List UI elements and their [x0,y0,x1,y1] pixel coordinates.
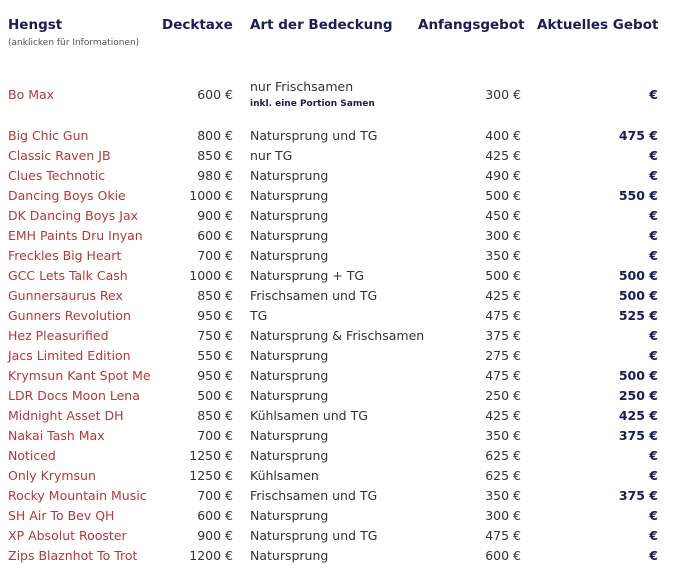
fee-cell: 980 € [197,168,233,183]
header-current-bid: Aktuelles Gebot [537,17,659,33]
breeding-type-cell: Natursprung [250,248,329,263]
breeding-type-cell: Natursprung [250,348,329,363]
fee-cell: 500 € [197,388,233,403]
fee-cell: 600 € [197,228,233,243]
start-bid-cell: 425 € [485,148,521,163]
table-row [0,506,675,526]
start-bid-cell: 350 € [485,428,521,443]
fee-cell: 850 € [197,288,233,303]
breeding-type-text: nur Frischsamen [250,79,354,94]
table-row [0,286,675,306]
fee-cell: 950 € [197,368,233,383]
start-bid-cell: 475 € [485,308,521,323]
stallion-link[interactable]: Zips Blaznhot To Trot [8,548,138,563]
table-row [0,246,675,266]
stallion-link[interactable]: SH Air To Bev QH [8,508,115,523]
breeding-type-cell: nur TG [250,148,293,163]
start-bid-cell: 275 € [485,348,521,363]
current-bid-cell: € [649,328,658,343]
header-stallion: Hengst [8,17,63,33]
start-bid-cell: 490 € [485,168,521,183]
start-bid-cell: 425 € [485,288,521,303]
header-fee: Decktaxe [162,17,233,33]
stallion-link[interactable]: GCC Lets Talk Cash [8,268,128,283]
breeding-type-cell: Frischsamen und TG [250,488,378,503]
start-bid-cell: 475 € [485,368,521,383]
table-row [0,206,675,226]
stallion-link[interactable]: Nakai Tash Max [8,428,105,443]
current-bid-cell: € [649,468,658,483]
start-bid-cell: 250 € [485,388,521,403]
current-bid-cell: € [649,528,658,543]
start-bid-cell: 350 € [485,488,521,503]
table-row [0,78,675,116]
breeding-type-note: inkl. eine Portion Samen [250,99,375,109]
current-bid-cell: € [649,208,658,223]
breeding-type-cell [250,78,375,112]
stallion-link[interactable]: Krymsun Kant Spot Me [8,368,151,383]
table-row [0,466,675,486]
breeding-type-cell: Kühlsamen und TG [250,408,368,423]
stallion-link[interactable]: Dancing Boys Okie [8,188,126,203]
breeding-type-cell: Natursprung [250,368,329,383]
stallion-link[interactable]: Classic Raven JB [8,148,111,163]
fee-cell: 1000 € [189,268,233,283]
table-row [0,166,675,186]
table-row [0,446,675,466]
breeding-type-cell: Natursprung und TG [250,528,378,543]
table-row [0,326,675,346]
fee-cell: 950 € [197,308,233,323]
breeding-type-cell: Natursprung [250,168,329,183]
fee-cell: 700 € [197,428,233,443]
current-bid-cell: € [649,508,658,523]
breeding-type-cell: Frischsamen und TG [250,288,378,303]
current-bid-cell: € [649,87,658,102]
stallion-link[interactable]: Freckles Big Heart [8,248,122,263]
table-row [0,146,675,166]
fee-cell: 1250 € [189,448,233,463]
table-row [0,126,675,146]
breeding-type-cell: Kühlsamen [250,468,319,483]
header-start-bid: Anfangsgebot [418,17,525,33]
start-bid-cell: 350 € [485,248,521,263]
stallion-link[interactable]: Bo Max [8,87,55,102]
stallion-link[interactable]: DK Dancing Boys Jax [8,208,139,223]
header-breeding-type: Art der Bedeckung [250,17,393,33]
current-bid-cell: € [649,448,658,463]
breeding-type-cell: Natursprung [250,228,329,243]
table-body [0,126,675,566]
table-row [0,486,675,506]
breeding-type-cell: Natursprung [250,188,329,203]
stallion-link[interactable]: Clues Technotic [8,168,106,183]
start-bid-cell: 600 € [485,548,521,563]
stallion-link[interactable]: Hez Pleasurified [8,328,109,343]
table-row [0,406,675,426]
fee-cell: 800 € [197,128,233,143]
breeding-type-cell: Natursprung & Frischsamen [250,328,425,343]
current-bid-cell: € [649,228,658,243]
breeding-type-cell: Natursprung und TG [250,128,378,143]
breeding-type-cell: Natursprung [250,448,329,463]
start-bid-cell: 300 € [485,228,521,243]
breeding-type-cell: Natursprung [250,548,329,563]
current-bid-cell: 525 € [618,308,658,323]
breeding-type-cell: TG [250,308,268,323]
current-bid-cell: 250 € [618,388,658,403]
start-bid-cell: 500 € [485,188,521,203]
current-bid-cell: 475 € [618,128,658,143]
start-bid-cell: 300 € [485,508,521,523]
current-bid-cell: € [649,548,658,563]
table-row [0,426,675,446]
stallion-link[interactable]: Big Chic Gun [8,128,89,143]
stallion-link[interactable]: LDR Docs Moon Lena [8,388,140,403]
start-bid-cell: 500 € [485,268,521,283]
fee-cell: 700 € [197,248,233,263]
fee-cell: 600 € [197,508,233,523]
table-header [0,17,675,57]
current-bid-cell: 425 € [618,408,658,423]
fee-cell: 1000 € [189,188,233,203]
breeding-type-cell: Natursprung + TG [250,268,365,283]
current-bid-cell: 375 € [618,428,658,443]
start-bid-cell: 400 € [485,128,521,143]
table-row [0,526,675,546]
current-bid-cell: € [649,248,658,263]
fee-cell: 550 € [197,348,233,363]
stallion-link[interactable]: EMH Paints Dru Inyan [8,228,143,243]
current-bid-cell: 500 € [618,288,658,303]
fee-cell: 750 € [197,328,233,343]
current-bid-cell: 375 € [618,488,658,503]
table-row [0,226,675,246]
stallion-link[interactable]: Noticed [8,448,56,463]
start-bid-cell: 375 € [485,328,521,343]
start-bid-cell: 425 € [485,408,521,423]
fee-cell: 900 € [197,208,233,223]
current-bid-cell: 500 € [618,368,658,383]
table-row [0,346,675,366]
stallion-link[interactable]: Gunners Revolution [8,308,131,323]
fee-cell: 700 € [197,488,233,503]
start-bid-cell: 625 € [485,468,521,483]
table-row [0,266,675,286]
fee-cell: 900 € [197,528,233,543]
table-row [0,386,675,406]
breeding-type-cell: Natursprung [250,428,329,443]
fee-cell: 1200 € [189,548,233,563]
start-bid-cell: 475 € [485,528,521,543]
fee-cell: 1250 € [189,468,233,483]
stallion-link[interactable]: Only Krymsun [8,468,96,483]
stallion-link[interactable]: Jacs Limited Edition [8,348,131,363]
table-row [0,546,675,566]
current-bid-cell: € [649,348,658,363]
stallion-link[interactable]: Rocky Mountain Music [8,488,147,503]
start-bid-cell: 300 € [485,87,521,102]
start-bid-cell: 625 € [485,448,521,463]
header-stallion-hint: (anklicken für Informationen) [8,38,140,48]
fee-cell: 850 € [197,408,233,423]
current-bid-cell: € [649,148,658,163]
breeding-type-cell: Natursprung [250,508,329,523]
fee-cell: 600 € [197,87,233,102]
table-row [0,366,675,386]
table-row [0,186,675,206]
table-row [0,306,675,326]
current-bid-cell: 550 € [618,188,658,203]
breeding-type-cell: Natursprung [250,208,329,223]
stallion-link[interactable]: Gunnersaurus Rex [8,288,123,303]
stallion-link[interactable]: XP Absolut Rooster [8,528,127,543]
breeding-type-cell: Natursprung [250,388,329,403]
current-bid-cell: 500 € [618,268,658,283]
start-bid-cell: 450 € [485,208,521,223]
fee-cell: 850 € [197,148,233,163]
current-bid-cell: € [649,168,658,183]
stallion-link[interactable]: Midnight Asset DH [8,408,124,423]
